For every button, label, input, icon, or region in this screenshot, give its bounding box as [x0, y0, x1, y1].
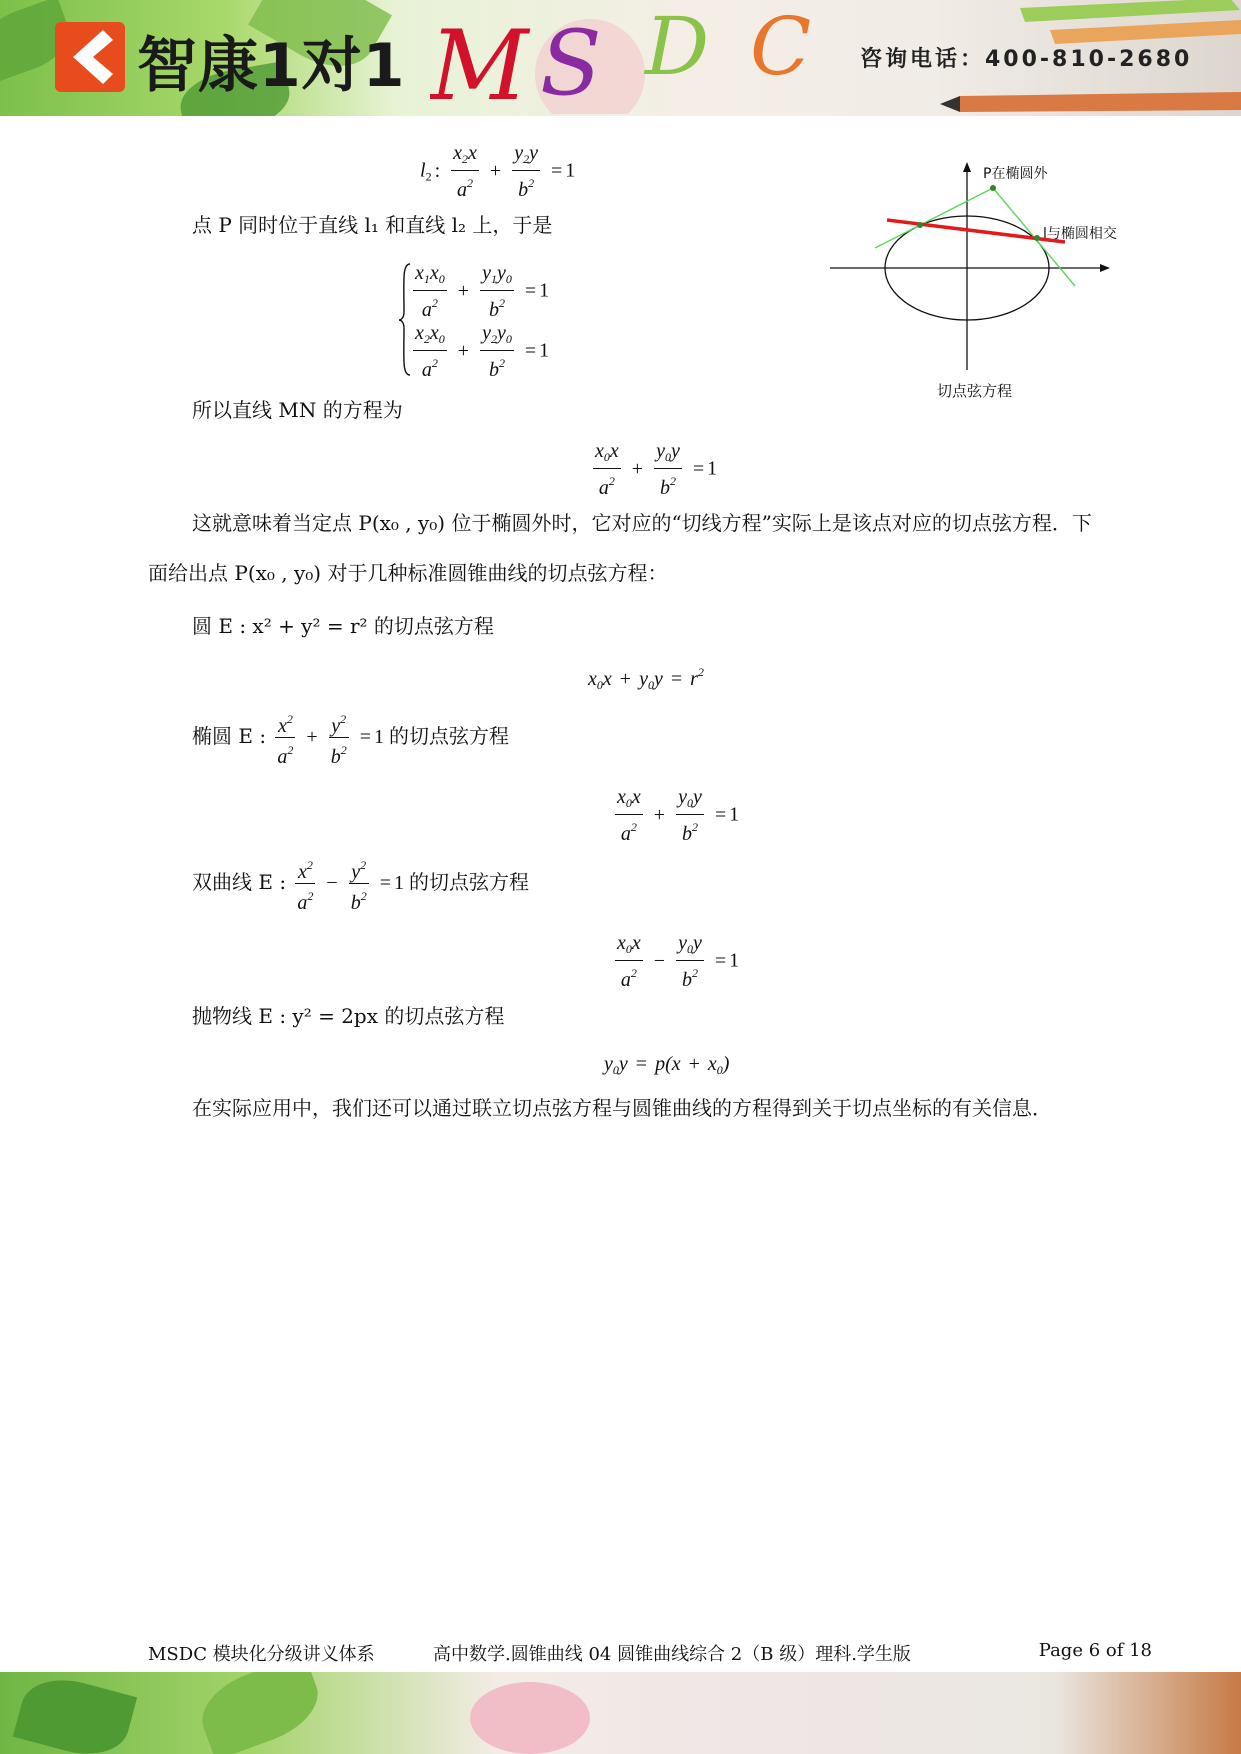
text-ellipse-heading: 椭圆 E : $\frac{x^2}{a^2}$ + $\frac{y^2}{b^2}$ = 1 的切点弦方程: [192, 708, 509, 769]
leaf-decoration: [13, 1672, 137, 1754]
equation-l2: $l_2$ : $\frac{x_2x}{a^2}$ + $\frac{y_2y}{b^2}$ = 1: [420, 142, 576, 201]
equation-ellipse: $\frac{x_0x}{a^2}$ + $\frac{y_0y}{b^2}$ = 1: [617, 786, 740, 845]
tangent-line-left: [875, 188, 993, 248]
hyperbola-prefix: 双曲线 E :: [192, 870, 287, 895]
text-line-list-intro: 面给出点 P(x₀ , y₀) 对于几种标准圆锥曲线的切点弦方程：: [148, 561, 668, 585]
point-p: [990, 185, 996, 191]
text-line-points: 点 P 同时位于直线 l₁ 和直线 l₂ 上，于是: [192, 213, 553, 237]
text-closing: 在实际应用中，我们还可以通过联立切点弦方程与圆锥曲线的方程得到关于切点坐标的有关信息．: [192, 1096, 1052, 1120]
msdc-logo-icon: [430, 4, 850, 114]
hyperbola-suffix: 的切点弦方程: [408, 870, 529, 895]
svg-text:D: D: [645, 4, 710, 93]
leaf-decoration: [192, 1672, 329, 1754]
text-line-meaning: 这就意味着当定点 P(x₀ , y₀) 位于椭圆外时，它对应的“切线方程”实际上是该点对应的切点弦方程．下: [192, 511, 1092, 535]
text-parabola-heading: 抛物线 E : y² = 2px 的切点弦方程: [192, 1004, 505, 1028]
text-line-mn: 所以直线 MN 的方程为: [192, 398, 403, 422]
footer-decoration: [0, 1672, 1241, 1754]
label-l-intersects: l与椭圆相交: [1043, 226, 1117, 242]
pencils-decoration-icon: [900, 0, 1241, 116]
svg-text:C: C: [750, 4, 812, 93]
equation-system-row1: $\frac{x_1x_0}{a^2}$ + $\frac{y_1y_0}{b^2}$ = 1: [415, 262, 550, 321]
equation-circle: $x_0x + y_0y = r^2$: [588, 665, 704, 692]
butterfly-decoration: [470, 1682, 590, 1754]
equation-system-row2: $\frac{x_2x_0}{a^2}$ + $\frac{y_2y_0}{b^2}$ = 1: [415, 322, 550, 381]
svg-text:M: M: [430, 10, 529, 114]
footer-page-number: Page 6 of 18: [1038, 1640, 1152, 1661]
tangent-point-left: [917, 222, 923, 228]
svg-text:S: S: [540, 11, 602, 114]
ellipse-prefix: 椭圆 E :: [192, 724, 267, 749]
ellipse-suffix: 的切点弦方程: [388, 724, 509, 749]
equation-parabola: $y_0y = p(x + x_0)$: [604, 1053, 730, 1077]
text-hyperbola-heading: 双曲线 E : $\frac{x^2}{a^2}$ − $\frac{y^2}{b^2}$ = 1 的切点弦方程: [192, 854, 529, 915]
y-axis-arrow-icon: [963, 162, 971, 172]
page-header: [0, 0, 1241, 116]
hotline-text: 咨询电话：400-810-2680: [860, 47, 1193, 72]
x-axis-arrow-icon: [1100, 264, 1110, 272]
equation-mn: $\frac{x_0x}{a^2}$ + $\frac{y_0y}{b^2}$ = 1: [595, 440, 718, 499]
brand-name: 智康1对1: [137, 31, 406, 101]
brand-logo-icon: [55, 22, 125, 92]
text-circle-heading: 圆 E : x² + y² = r² 的切点弦方程: [192, 614, 494, 638]
footer-series: MSDC 模块化分级讲义体系: [148, 1644, 375, 1665]
diagram-caption: 切点弦方程: [937, 382, 1013, 400]
chord-of-contact-diagram: [825, 160, 1125, 400]
footer-course: 高中数学.圆锥曲线 04 圆锥曲线综合 2（B 级）理科.学生版: [433, 1644, 911, 1665]
label-p-outside: P在椭圆外: [983, 166, 1048, 182]
equation-hyperbola: $\frac{x_0x}{a^2}$ − $\frac{y_0y}{b^2}$ = 1: [617, 932, 740, 991]
tangent-point-right: [1034, 235, 1040, 241]
